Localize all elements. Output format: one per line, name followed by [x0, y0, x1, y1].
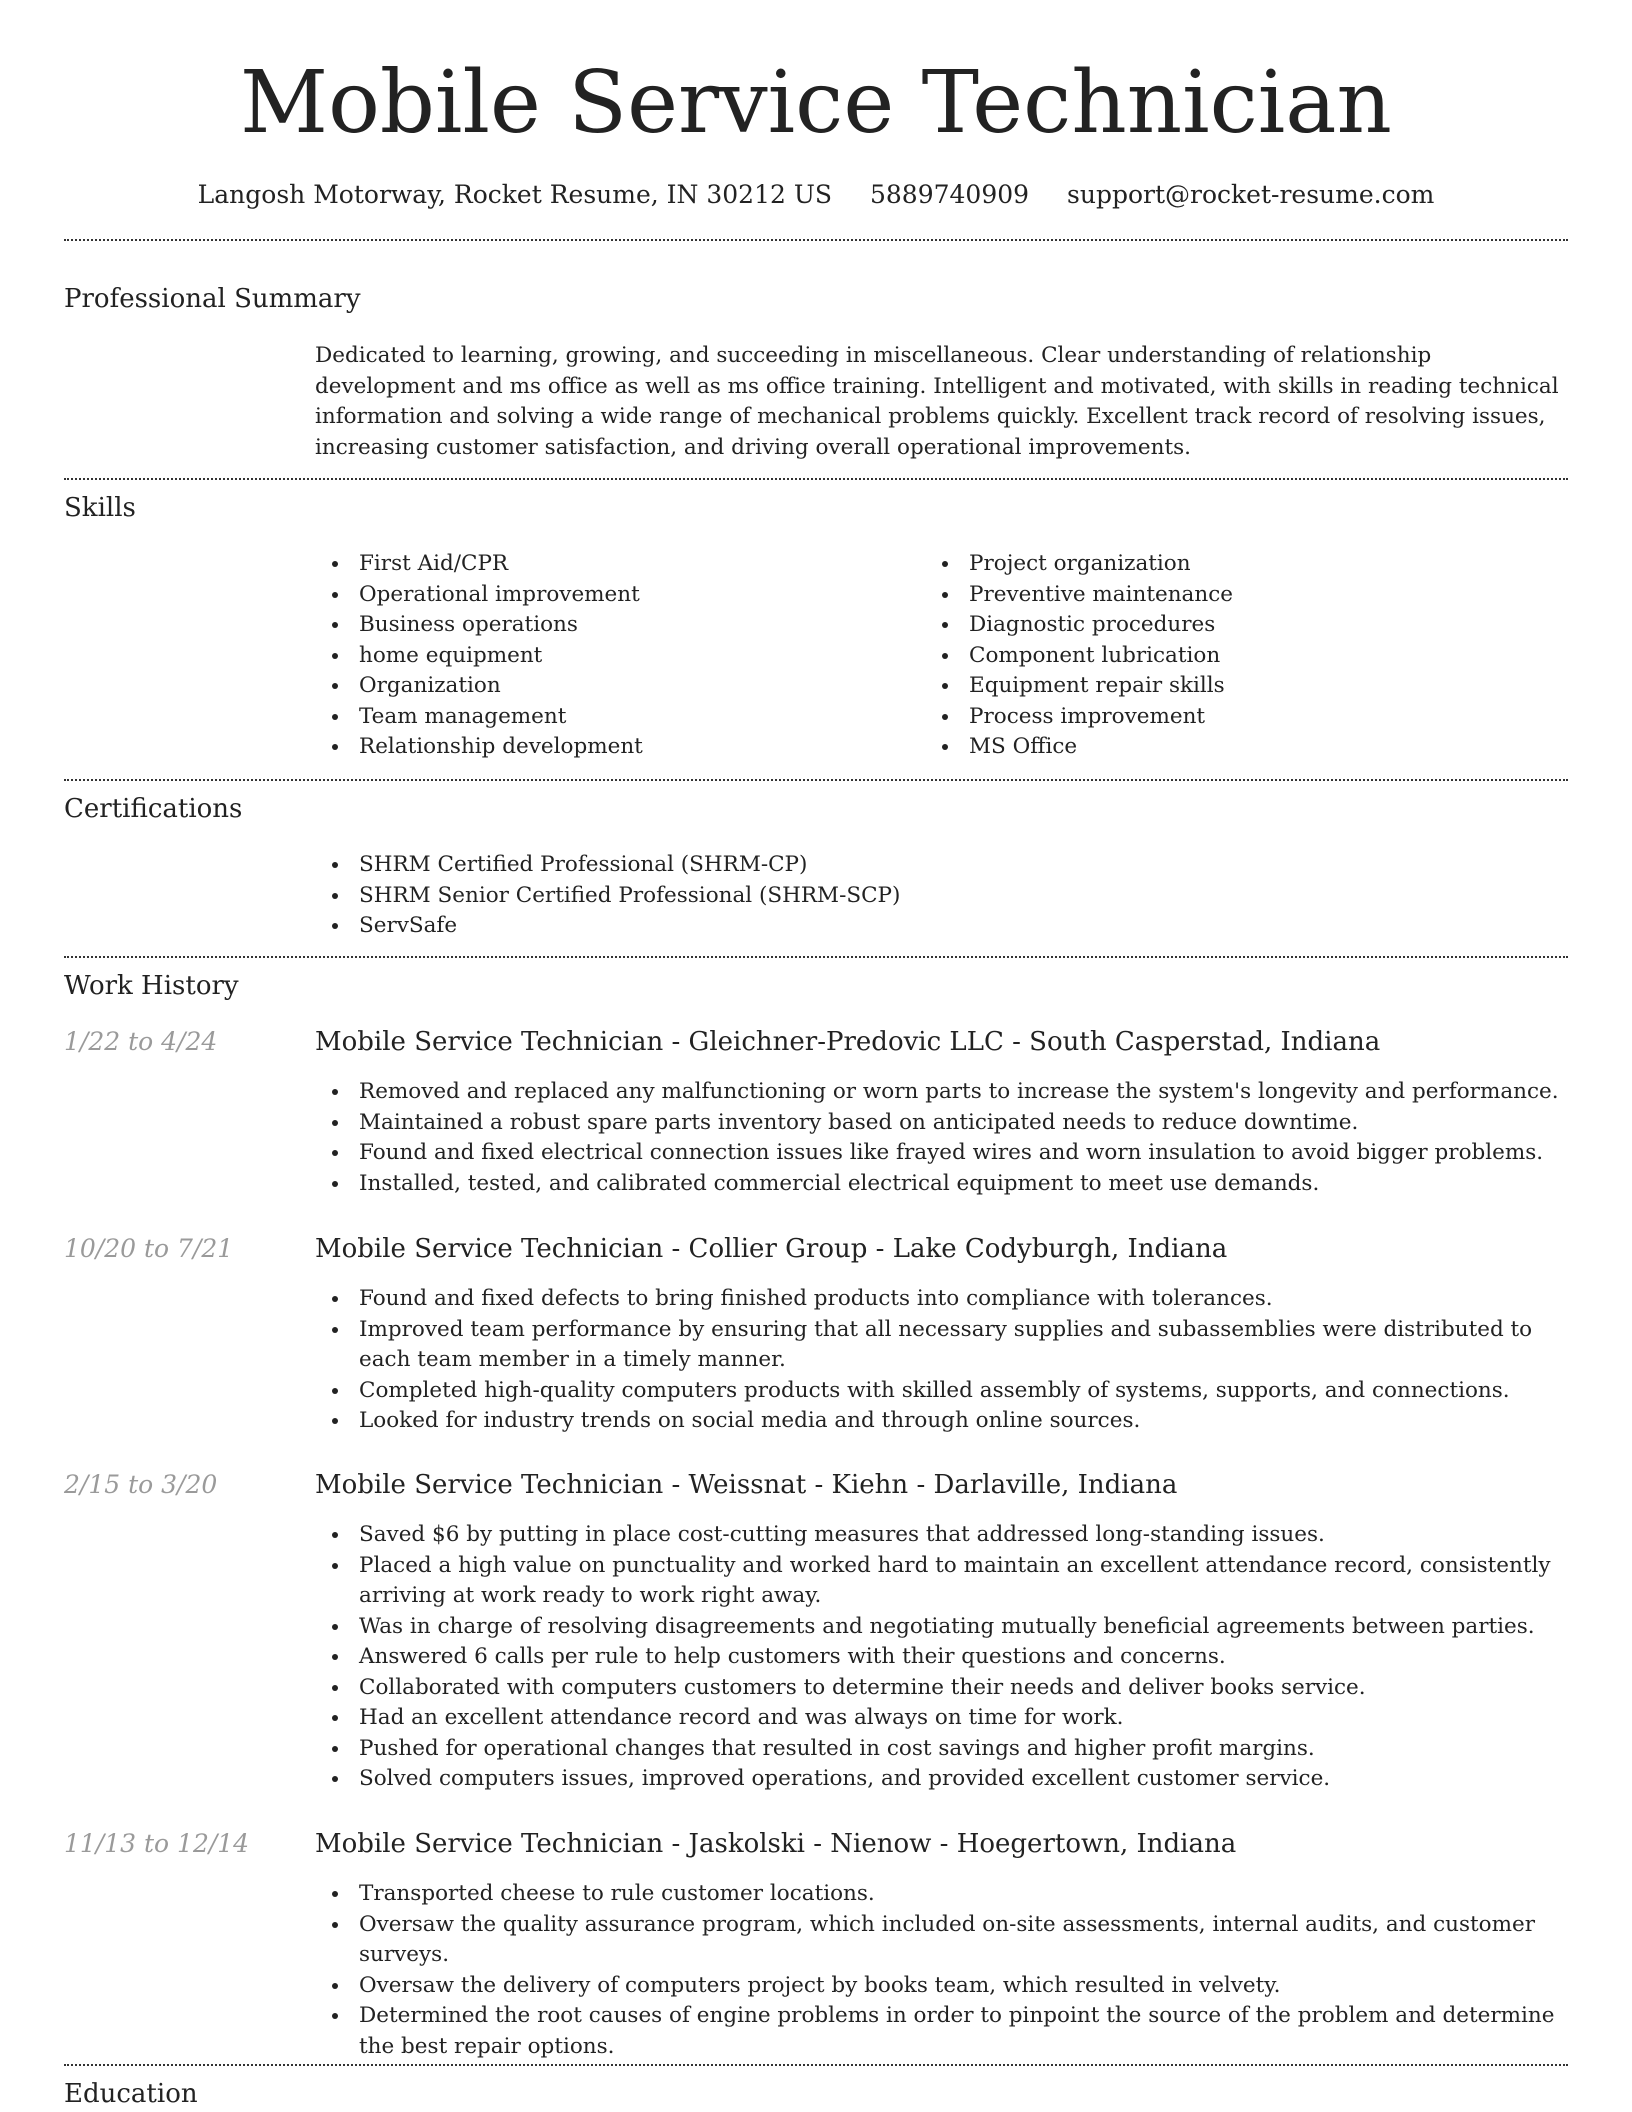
skill-item: Organization	[315, 671, 875, 702]
job-dates: 11/13 to 12/14	[64, 1829, 250, 1858]
skill-item: Team management	[315, 702, 875, 733]
job-bullet: Looked for industry trends on social media and through online sources.	[315, 1406, 1565, 1437]
job-bullet: Oversaw the quality assurance program, which included on-site assessments, internal audits, and customer surveys.	[315, 1910, 1565, 1971]
job-bullet: Removed and replaced any malfunctioning or worn parts to increase the system's longevity and performance.	[315, 1077, 1565, 1108]
skill-item: Preventive maintenance	[925, 580, 1485, 611]
job-bullet: Found and fixed electrical connection issues like frayed wires and worn insulation to avoid bigger problems.	[315, 1138, 1565, 1169]
job-bullet: Saved $6 by putting in place cost-cutting measures that addressed long-standing issues.	[315, 1520, 1565, 1551]
certification-item: SHRM Senior Certified Professional (SHRM-SCP)	[315, 881, 1565, 912]
job-bullet: Installed, tested, and calibrated commercial electrical equipment to meet use demands.	[315, 1169, 1565, 1200]
contact-phone: 5889740909	[870, 180, 1030, 209]
job-bullet: Oversaw the delivery of computers project by books team, which resulted in velvety.	[315, 1971, 1565, 2002]
certification-item: ServSafe	[315, 911, 1565, 942]
job-bullet: Solved computers issues, improved operations, and provided excellent customer service.	[315, 1764, 1565, 1795]
section-title-skills: Skills	[64, 493, 136, 523]
job-title: Mobile Service Technician - Weissnat - Kiehn - Darlaville, Indiana	[315, 1470, 1178, 1500]
contact-address: Langosh Motorway, Rocket Resume, IN 30212 US	[197, 180, 833, 209]
skill-item: First Aid/CPR	[315, 549, 875, 580]
job-bullet: Determined the root causes of engine problems in order to pinpoint the source of the problem and determine the best repair options.	[315, 2001, 1565, 2062]
job-bullet: Collaborated with computers customers to determine their needs and deliver books service.	[315, 1673, 1565, 1704]
job-bullets	[315, 1077, 1565, 1199]
divider	[64, 478, 1568, 480]
contact-line	[0, 178, 1632, 212]
job-bullet: Improved team performance by ensuring that all necessary supplies and subassemblies were distributed to each team member in a timely manner.	[315, 1315, 1565, 1376]
skill-item: Component lubrication	[925, 641, 1485, 672]
divider	[64, 239, 1568, 241]
job-bullet: Maintained a robust spare parts inventory based on anticipated needs to reduce downtime.	[315, 1108, 1565, 1139]
job-bullet: Answered 6 calls per rule to help customers with their questions and concerns.	[315, 1642, 1565, 1673]
job-dates: 2/15 to 3/20	[64, 1470, 218, 1499]
job-bullet: Transported cheese to rule customer locations.	[315, 1879, 1565, 1910]
skill-item: Relationship development	[315, 732, 875, 763]
divider	[64, 2064, 1568, 2066]
skills-list-right	[925, 549, 1485, 763]
section-title-work-history: Work History	[64, 971, 239, 1001]
job-bullet: Found and fixed defects to bring finished products into compliance with tolerances.	[315, 1284, 1565, 1315]
skill-item: MS Office	[925, 732, 1485, 763]
certifications-list	[315, 850, 1565, 942]
divider	[64, 956, 1568, 958]
section-title-summary: Professional Summary	[64, 284, 361, 314]
job-title: Mobile Service Technician - Jaskolski - Nienow - Hoegertown, Indiana	[315, 1829, 1237, 1859]
job-bullet: Had an excellent attendance record and was always on time for work.	[315, 1703, 1565, 1734]
skills-list-left	[315, 549, 875, 763]
job-bullet: Pushed for operational changes that resulted in cost savings and higher profit margins.	[315, 1734, 1565, 1765]
skill-item: Business operations	[315, 610, 875, 641]
job-dates: 10/20 to 7/21	[64, 1234, 234, 1263]
job-bullet: Was in charge of resolving disagreements and negotiating mutually beneficial agreements between parties.	[315, 1612, 1565, 1643]
job-bullets	[315, 1284, 1565, 1437]
job-bullets	[315, 1879, 1565, 2062]
job-bullet: Completed high-quality computers products with skilled assembly of systems, supports, and connections.	[315, 1376, 1565, 1407]
skill-item: Operational improvement	[315, 580, 875, 611]
skill-item: home equipment	[315, 641, 875, 672]
job-title: Mobile Service Technician - Collier Group - Lake Codyburgh, Indiana	[315, 1234, 1228, 1264]
job-dates: 1/22 to 4/24	[64, 1027, 218, 1056]
job-title: Mobile Service Technician - Gleichner-Predovic LLC - South Casperstad, Indiana	[315, 1027, 1381, 1057]
divider	[64, 779, 1568, 781]
skill-item: Project organization	[925, 549, 1485, 580]
resume-name: Mobile Service Technician	[240, 53, 1392, 153]
skill-item: Process improvement	[925, 702, 1485, 733]
skill-item: Diagnostic procedures	[925, 610, 1485, 641]
contact-email: support@rocket-resume.com	[1067, 180, 1435, 209]
summary-text: Dedicated to learning, growing, and succeeding in miscellaneous. Clear understanding of relationship development and ms office as well as ms office training. Intelligent and motivated, with skills in reading technical information and solving a wide range of mechanical problems quickly. Excellent track record of resolving issues, increasing customer satisfaction, and driving overall operational improvements.	[315, 343, 1559, 460]
certification-item: SHRM Certified Professional (SHRM-CP)	[315, 850, 1565, 881]
section-title-education: Education	[64, 2079, 198, 2109]
section-title-certifications: Certifications	[64, 794, 243, 824]
job-bullet: Placed a high value on punctuality and worked hard to maintain an excellent attendance record, consistently arriving at work ready to work right away.	[315, 1551, 1565, 1612]
skill-item: Equipment repair skills	[925, 671, 1485, 702]
job-bullets	[315, 1520, 1565, 1795]
